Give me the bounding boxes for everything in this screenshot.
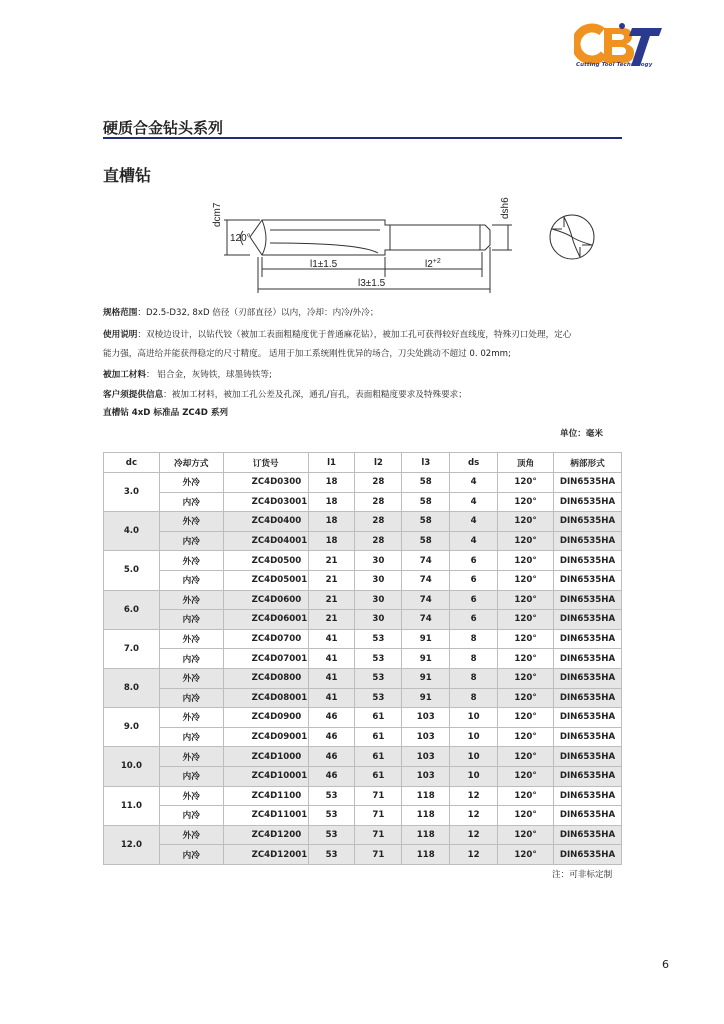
cell-l2: 71 <box>355 825 402 845</box>
cell-order-no: ZC4D07001 <box>223 649 308 669</box>
dim-label-l3: l3±1.5 <box>358 278 386 289</box>
cell-l1: 46 <box>308 747 355 767</box>
cell-shank: DIN6535HA <box>553 590 621 610</box>
unit-label: 单位：毫米 <box>560 429 603 439</box>
table-body <box>104 473 622 865</box>
cell-l1: 21 <box>308 551 355 571</box>
cell-ds: 8 <box>450 688 498 708</box>
cell-l3: 118 <box>402 825 450 845</box>
cell-point-angle: 120° <box>498 512 554 532</box>
header-l1: l1 <box>308 453 355 473</box>
table-row <box>104 649 622 669</box>
cell-ds: 10 <box>450 708 498 728</box>
cell-point-angle: 120° <box>498 727 554 747</box>
table-row <box>104 668 622 688</box>
header-ds: ds <box>450 453 498 473</box>
table-row <box>104 473 622 493</box>
cell-ds: 12 <box>450 806 498 826</box>
footnote: 注：可非标定制 <box>552 870 613 880</box>
cell-shank: DIN6535HA <box>553 531 621 551</box>
cell-point-angle: 120° <box>498 688 554 708</box>
cell-l3: 103 <box>402 747 450 767</box>
cell-l3: 103 <box>402 727 450 747</box>
cell-cooling: 外冷 <box>159 747 223 767</box>
cell-l3: 74 <box>402 551 450 571</box>
header-l2: l2 <box>355 453 402 473</box>
cell-l3: 91 <box>402 629 450 649</box>
cell-order-no: ZC4D12001 <box>223 845 308 865</box>
spec-table <box>103 452 622 865</box>
cell-shank: DIN6535HA <box>553 570 621 590</box>
cell-l2: 53 <box>355 629 402 649</box>
desc-line-range: 规格范围：D2.5-D32, 8xD 倍径（刃部直径）以内，冷却：内冷/外冷； <box>103 308 379 318</box>
cell-ds: 6 <box>450 590 498 610</box>
cell-cooling: 外冷 <box>159 512 223 532</box>
table-row <box>104 806 622 826</box>
cell-shank: DIN6535HA <box>553 492 621 512</box>
cell-cooling: 外冷 <box>159 708 223 728</box>
cell-order-no: ZC4D0300 <box>223 473 308 493</box>
table-row <box>104 629 622 649</box>
cell-point-angle: 120° <box>498 610 554 630</box>
header-l3: l3 <box>402 453 450 473</box>
cell-cooling: 外冷 <box>159 590 223 610</box>
cell-l2: 53 <box>355 668 402 688</box>
cell-ds: 10 <box>450 766 498 786</box>
table-row <box>104 845 622 865</box>
cell-dc: 3.0 <box>104 473 160 512</box>
table-row <box>104 786 622 806</box>
cell-ds: 4 <box>450 473 498 493</box>
cell-shank: DIN6535HA <box>553 610 621 630</box>
cell-l1: 21 <box>308 590 355 610</box>
cell-l2: 53 <box>355 688 402 708</box>
cell-l3: 103 <box>402 708 450 728</box>
cell-l3: 58 <box>402 531 450 551</box>
cell-l3: 103 <box>402 766 450 786</box>
cell-order-no: ZC4D10001 <box>223 766 308 786</box>
cell-ds: 6 <box>450 570 498 590</box>
cell-l1: 46 <box>308 708 355 728</box>
cell-cooling: 外冷 <box>159 629 223 649</box>
dim-label-dsh6: dsh6 <box>500 197 511 219</box>
cell-cooling: 内冷 <box>159 688 223 708</box>
cell-l2: 28 <box>355 492 402 512</box>
cell-l2: 28 <box>355 531 402 551</box>
cell-point-angle: 120° <box>498 492 554 512</box>
cell-cooling: 内冷 <box>159 649 223 669</box>
cell-l2: 28 <box>355 473 402 493</box>
table-row <box>104 610 622 630</box>
cell-ds: 4 <box>450 531 498 551</box>
cell-cooling: 外冷 <box>159 551 223 571</box>
header-order-no: 订货号 <box>223 453 308 473</box>
cell-l2: 61 <box>355 727 402 747</box>
cell-l3: 74 <box>402 610 450 630</box>
cell-l1: 41 <box>308 668 355 688</box>
cell-dc: 8.0 <box>104 668 160 707</box>
dim-label-dcm7: dcm7 <box>212 202 223 227</box>
cell-ds: 10 <box>450 727 498 747</box>
cell-shank: DIN6535HA <box>553 688 621 708</box>
cell-l2: 30 <box>355 570 402 590</box>
cell-order-no: ZC4D11001 <box>223 806 308 826</box>
cell-l2: 53 <box>355 649 402 669</box>
cell-point-angle: 120° <box>498 629 554 649</box>
cell-shank: DIN6535HA <box>553 551 621 571</box>
cell-shank: DIN6535HA <box>553 512 621 532</box>
drill-technical-drawing <box>210 185 610 295</box>
cell-point-angle: 120° <box>498 668 554 688</box>
title-divider <box>103 137 622 139</box>
cell-point-angle: 120° <box>498 708 554 728</box>
cell-order-no: ZC4D0400 <box>223 512 308 532</box>
cell-l2: 71 <box>355 845 402 865</box>
cell-l3: 74 <box>402 590 450 610</box>
cell-dc: 4.0 <box>104 512 160 551</box>
cell-l3: 58 <box>402 512 450 532</box>
cell-shank: DIN6535HA <box>553 649 621 669</box>
table-header-row <box>104 453 622 473</box>
cell-point-angle: 120° <box>498 649 554 669</box>
cell-cooling: 外冷 <box>159 825 223 845</box>
cell-l1: 53 <box>308 786 355 806</box>
cell-point-angle: 120° <box>498 570 554 590</box>
cell-order-no: ZC4D08001 <box>223 688 308 708</box>
cell-l1: 53 <box>308 845 355 865</box>
cell-order-no: ZC4D1000 <box>223 747 308 767</box>
desc-line-usage: 使用说明：双棱边设计，以钻代铰（被加工表面粗糙度优于普通麻花钻），被加工孔可获得较好直线度，特殊刃口处理，定心 <box>103 330 572 340</box>
cell-l2: 71 <box>355 786 402 806</box>
cell-order-no: ZC4D0600 <box>223 590 308 610</box>
table-row <box>104 747 622 767</box>
cell-l1: 21 <box>308 610 355 630</box>
cell-l3: 91 <box>402 649 450 669</box>
header-shank: 柄部形式 <box>553 453 621 473</box>
cell-order-no: ZC4D03001 <box>223 492 308 512</box>
cell-l2: 30 <box>355 551 402 571</box>
cell-l1: 18 <box>308 531 355 551</box>
table-caption: 直槽钻 4xD 标准品 ZC4D 系列 <box>103 408 229 418</box>
table-row <box>104 825 622 845</box>
dim-label-l2: $l2^{+2}$ <box>425 258 441 270</box>
page-number: 6 <box>662 958 669 971</box>
cell-l1: 18 <box>308 512 355 532</box>
cell-cooling: 外冷 <box>159 668 223 688</box>
cell-point-angle: 120° <box>498 747 554 767</box>
cell-shank: DIN6535HA <box>553 727 621 747</box>
cell-order-no: ZC4D0800 <box>223 668 308 688</box>
cell-ds: 8 <box>450 629 498 649</box>
table-row <box>104 727 622 747</box>
table-row <box>104 688 622 708</box>
cell-order-no: ZC4D0700 <box>223 629 308 649</box>
cell-cooling: 内冷 <box>159 845 223 865</box>
desc-line-materials: 被加工材料： 铝合金，灰铸铁，球墨铸铁等; <box>103 370 272 380</box>
cell-l2: 61 <box>355 708 402 728</box>
cell-l2: 30 <box>355 610 402 630</box>
logo-tagline: Cutting Tool Technology <box>576 62 653 68</box>
product-title: 直槽钻 <box>103 166 152 185</box>
cell-order-no: ZC4D04001 <box>223 531 308 551</box>
table-row <box>104 708 622 728</box>
header-cooling: 冷却方式 <box>159 453 223 473</box>
cell-dc: 7.0 <box>104 629 160 668</box>
cell-ds: 4 <box>450 492 498 512</box>
cell-cooling: 外冷 <box>159 786 223 806</box>
cell-shank: DIN6535HA <box>553 845 621 865</box>
cell-l3: 118 <box>402 806 450 826</box>
table-row <box>104 590 622 610</box>
cell-l3: 58 <box>402 473 450 493</box>
cell-ds: 12 <box>450 845 498 865</box>
cell-cooling: 外冷 <box>159 473 223 493</box>
cell-cooling: 内冷 <box>159 806 223 826</box>
cell-l1: 53 <box>308 806 355 826</box>
cell-dc: 6.0 <box>104 590 160 629</box>
desc-line-customer-info: 客户须提供信息：被加工材料，被加工孔公差及孔深，通孔/盲孔，表面粗糙度要求及特殊要求； <box>103 390 467 400</box>
cell-l3: 91 <box>402 688 450 708</box>
cell-l2: 61 <box>355 747 402 767</box>
cell-cooling: 内冷 <box>159 570 223 590</box>
cell-dc: 12.0 <box>104 825 160 864</box>
cell-point-angle: 120° <box>498 473 554 493</box>
cell-l3: 91 <box>402 668 450 688</box>
cell-ds: 12 <box>450 825 498 845</box>
cell-cooling: 内冷 <box>159 727 223 747</box>
cell-point-angle: 120° <box>498 825 554 845</box>
cell-point-angle: 120° <box>498 845 554 865</box>
dim-label-angle: 120° <box>230 233 251 244</box>
table-row <box>104 570 622 590</box>
cell-l3: 118 <box>402 786 450 806</box>
cell-shank: DIN6535HA <box>553 629 621 649</box>
cell-shank: DIN6535HA <box>553 747 621 767</box>
series-title: 硬质合金钻头系列 <box>103 119 224 137</box>
cell-l1: 21 <box>308 570 355 590</box>
desc-line-usage-cont: 能力强，高进给并能获得稳定的尺寸精度。 适用于加工系统刚性优异的场合，刀尖处跳动不超过 0. 02mm; <box>103 349 511 359</box>
cell-order-no: ZC4D1100 <box>223 786 308 806</box>
cell-ds: 6 <box>450 610 498 630</box>
cell-point-angle: 120° <box>498 806 554 826</box>
cell-ds: 8 <box>450 668 498 688</box>
cell-l1: 18 <box>308 473 355 493</box>
cell-ds: 6 <box>450 551 498 571</box>
cell-order-no: ZC4D06001 <box>223 610 308 630</box>
cell-ds: 10 <box>450 747 498 767</box>
table-row <box>104 766 622 786</box>
cell-shank: DIN6535HA <box>553 766 621 786</box>
cell-order-no: ZC4D09001 <box>223 727 308 747</box>
cell-l1: 46 <box>308 727 355 747</box>
table-row <box>104 551 622 571</box>
table-row <box>104 512 622 532</box>
cell-l2: 71 <box>355 806 402 826</box>
cell-l2: 61 <box>355 766 402 786</box>
cell-point-angle: 120° <box>498 766 554 786</box>
cell-order-no: ZC4D05001 <box>223 570 308 590</box>
cell-l1: 41 <box>308 688 355 708</box>
cell-dc: 9.0 <box>104 708 160 747</box>
cell-l1: 53 <box>308 825 355 845</box>
cell-dc: 11.0 <box>104 786 160 825</box>
cell-l1: 18 <box>308 492 355 512</box>
cell-shank: DIN6535HA <box>553 708 621 728</box>
cell-shank: DIN6535HA <box>553 668 621 688</box>
cell-dc: 5.0 <box>104 551 160 590</box>
cell-order-no: ZC4D1200 <box>223 825 308 845</box>
cell-shank: DIN6535HA <box>553 825 621 845</box>
cell-l3: 58 <box>402 492 450 512</box>
cell-cooling: 内冷 <box>159 766 223 786</box>
cell-order-no: ZC4D0500 <box>223 551 308 571</box>
cell-ds: 4 <box>450 512 498 532</box>
cell-cooling: 内冷 <box>159 531 223 551</box>
cell-order-no: ZC4D0900 <box>223 708 308 728</box>
cell-l1: 46 <box>308 766 355 786</box>
cell-shank: DIN6535HA <box>553 806 621 826</box>
cell-ds: 12 <box>450 786 498 806</box>
cell-l2: 30 <box>355 590 402 610</box>
cell-l1: 41 <box>308 649 355 669</box>
header-dc: dc <box>104 453 160 473</box>
header-point-angle: 顶角 <box>498 453 554 473</box>
cell-point-angle: 120° <box>498 590 554 610</box>
table-row <box>104 492 622 512</box>
cell-dc: 10.0 <box>104 747 160 786</box>
cell-l2: 28 <box>355 512 402 532</box>
dim-label-l1: l1±1.5 <box>310 259 338 270</box>
cell-point-angle: 120° <box>498 531 554 551</box>
table-row <box>104 531 622 551</box>
cell-l1: 41 <box>308 629 355 649</box>
cell-l3: 118 <box>402 845 450 865</box>
cell-cooling: 内冷 <box>159 610 223 630</box>
cell-cooling: 内冷 <box>159 492 223 512</box>
cell-ds: 8 <box>450 649 498 669</box>
cell-shank: DIN6535HA <box>553 786 621 806</box>
cell-l3: 74 <box>402 570 450 590</box>
cell-point-angle: 120° <box>498 786 554 806</box>
cell-point-angle: 120° <box>498 551 554 571</box>
cell-shank: DIN6535HA <box>553 473 621 493</box>
